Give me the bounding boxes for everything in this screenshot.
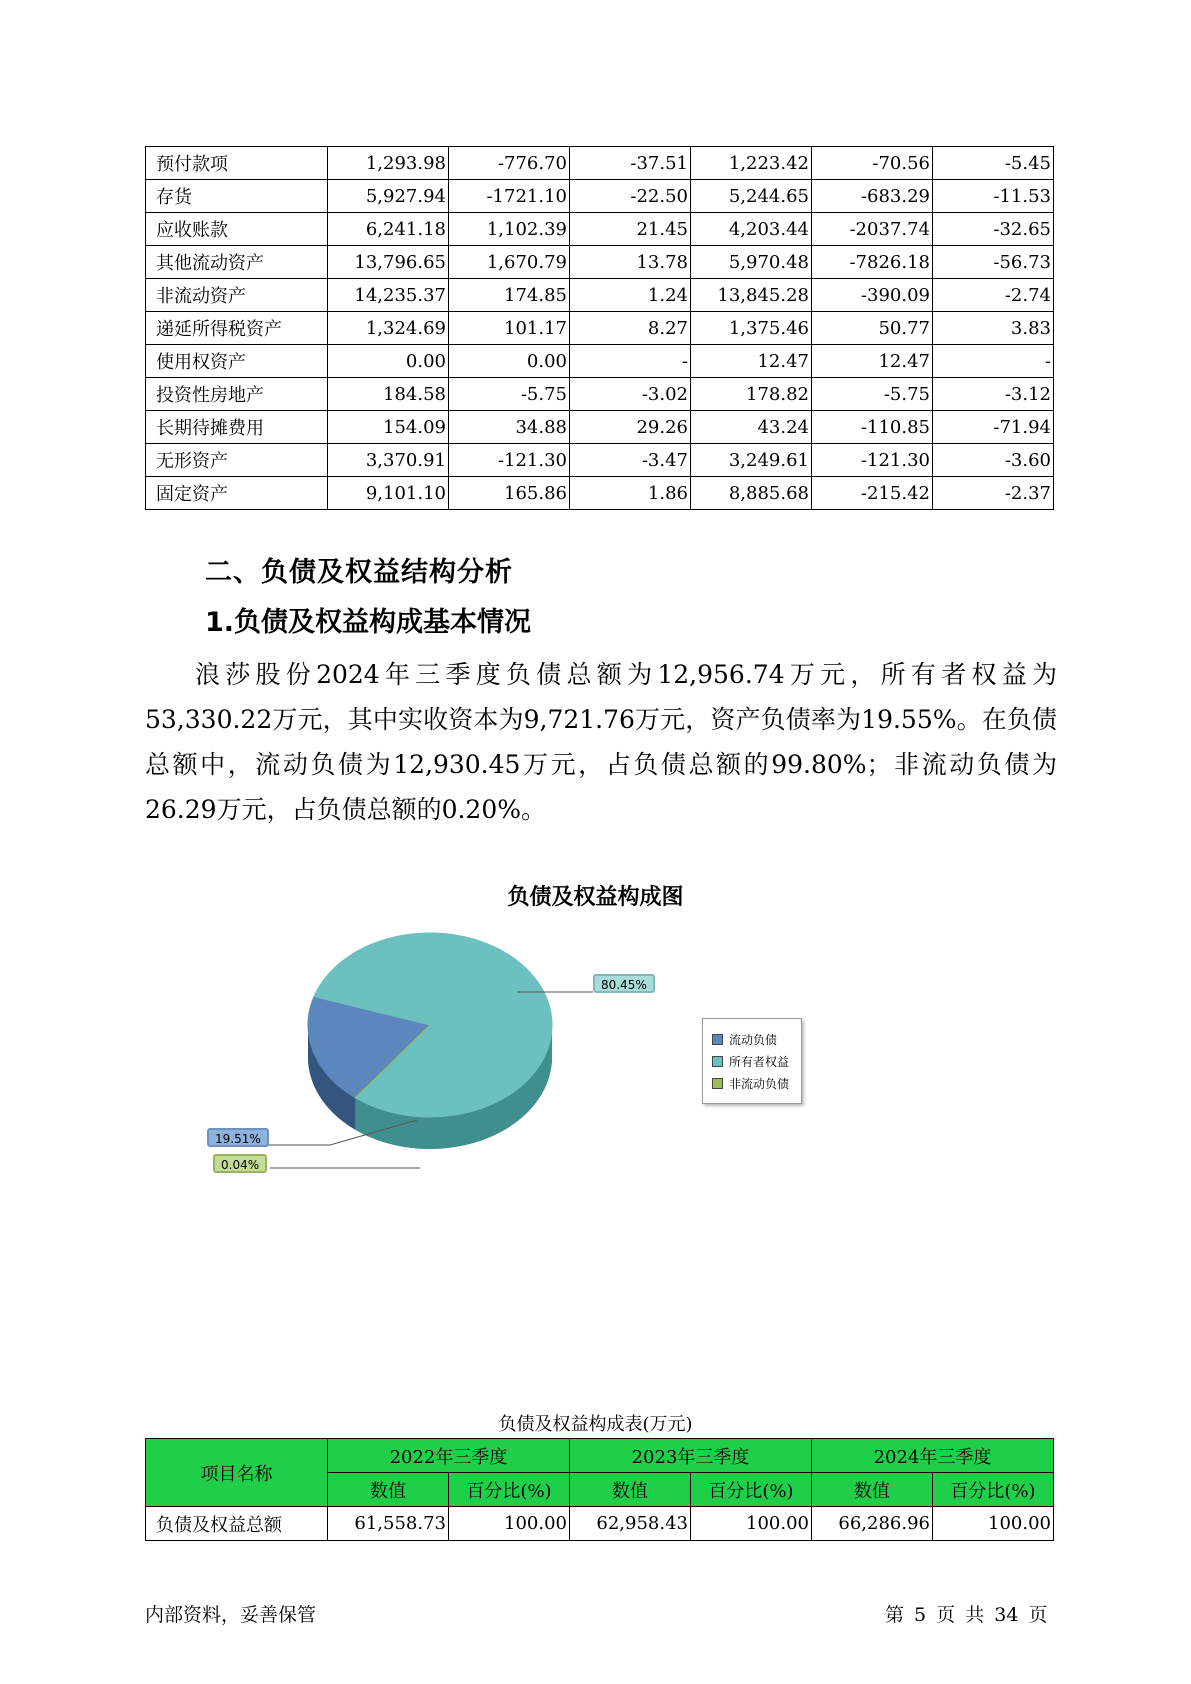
header-period: 2024年三季度 [812, 1439, 1054, 1473]
legend-label: 流动负债 [729, 1033, 778, 1047]
table-cell: -683.29 [812, 180, 933, 213]
table-cell: 178.82 [691, 378, 812, 411]
sub-heading: 1.负债及权益构成基本情况 [205, 607, 532, 638]
table-cell: -2037.74 [812, 213, 933, 246]
table-cell: 5,970.48 [691, 246, 812, 279]
table-cell: 8,885.68 [691, 477, 812, 510]
paragraph-text: 浪莎股份2024年三季度负债总额为12,956.74万元，所有者权益为53,330.22万元，其中实收资本为9,721.76万元，资产负债率为19.55%。在负债总额中，流动负债为12,930.45万元，占负债总额的99.80%；非流动负债为26.29万元，占负债总额的0.20%。 [145, 660, 1057, 824]
table-cell: 34.88 [449, 411, 570, 444]
data-label-current-liabilities: 19.51% [207, 1128, 269, 1147]
table-cell: 13,845.28 [691, 279, 812, 312]
row-label: 投资性房地产 [146, 378, 328, 411]
row-label: 存货 [146, 180, 328, 213]
table-cell: 1,670.79 [449, 246, 570, 279]
data-label-noncurrent-liabilities: 0.04% [213, 1154, 267, 1173]
header-percent: 百分比(%) [449, 1473, 570, 1507]
table-cell: 4,203.44 [691, 213, 812, 246]
table-cell: 50.77 [812, 312, 933, 345]
table-cell: -11.53 [933, 180, 1054, 213]
table-cell: -7826.18 [812, 246, 933, 279]
row-label: 递延所得税资产 [146, 312, 328, 345]
table-caption: 负债及权益构成表(万元) [498, 1414, 693, 1435]
table-cell: -3.02 [570, 378, 691, 411]
row-label: 非流动资产 [146, 279, 328, 312]
row-label: 长期待摊费用 [146, 411, 328, 444]
table-cell: -2.37 [933, 477, 1054, 510]
table-cell: 1.86 [570, 477, 691, 510]
table-cell: 174.85 [449, 279, 570, 312]
table-cell: 8.27 [570, 312, 691, 345]
table-cell: -390.09 [812, 279, 933, 312]
table-cell: 61,558.73 [328, 1507, 449, 1541]
row-label: 其他流动资产 [146, 246, 328, 279]
table-cell: 3,370.91 [328, 444, 449, 477]
table-cell: -32.65 [933, 213, 1054, 246]
legend-item [712, 1075, 789, 1092]
legend-swatch [712, 1034, 723, 1045]
header-item-name: 项目名称 [146, 1439, 328, 1507]
table-cell: 12.47 [812, 345, 933, 378]
legend-swatch [712, 1078, 723, 1089]
table-cell: -776.70 [449, 147, 570, 180]
table-cell: 101.17 [449, 312, 570, 345]
table-cell: 1,102.39 [449, 213, 570, 246]
table-cell: 9,101.10 [328, 477, 449, 510]
table-cell: -5.75 [449, 378, 570, 411]
table-cell: 66,286.96 [812, 1507, 933, 1541]
table-cell: 1,375.46 [691, 312, 812, 345]
table-cell: -70.56 [812, 147, 933, 180]
table-cell: - [570, 345, 691, 378]
header-value: 数值 [328, 1473, 449, 1507]
table-cell: 1,324.69 [328, 312, 449, 345]
row-label: 使用权资产 [146, 345, 328, 378]
table-cell: 0.00 [449, 345, 570, 378]
row-label: 应收账款 [146, 213, 328, 246]
table-cell: 3,249.61 [691, 444, 812, 477]
table-cell: -121.30 [812, 444, 933, 477]
table-row [146, 1507, 1054, 1541]
table-cell: -22.50 [570, 180, 691, 213]
legend-swatch [712, 1056, 723, 1067]
table-cell: 184.58 [328, 378, 449, 411]
footer-confidential: 内部资料，妥善保管 [145, 1604, 317, 1626]
header-value: 数值 [812, 1473, 933, 1507]
header-percent: 百分比(%) [933, 1473, 1054, 1507]
chart-title: 负债及权益构成图 [507, 885, 684, 910]
table-cell: 43.24 [691, 411, 812, 444]
footer-page-number: 第 5 页 共 34 页 [885, 1604, 1048, 1626]
table-cell: 1,223.42 [691, 147, 812, 180]
row-label: 预付款项 [146, 147, 328, 180]
table-cell: 100.00 [449, 1507, 570, 1541]
table-cell: 5,244.65 [691, 180, 812, 213]
table-cell: -71.94 [933, 411, 1054, 444]
table-cell: 100.00 [933, 1507, 1054, 1541]
chart-legend [702, 1018, 802, 1104]
row-label: 无形资产 [146, 444, 328, 477]
section-heading: 二、负债及权益结构分析 [205, 557, 513, 588]
table-cell: -2.74 [933, 279, 1054, 312]
table-cell: -3.60 [933, 444, 1054, 477]
table-cell: 1,293.98 [328, 147, 449, 180]
table-cell: 154.09 [328, 411, 449, 444]
table-cell: 62,958.43 [570, 1507, 691, 1541]
table-cell: 100.00 [691, 1507, 812, 1541]
row-label: 负债及权益总额 [146, 1507, 328, 1541]
table-cell: 13,796.65 [328, 246, 449, 279]
legend-label: 所有者权益 [729, 1055, 790, 1069]
row-label: 固定资产 [146, 477, 328, 510]
table-cell: 6,241.18 [328, 213, 449, 246]
header-period: 2022年三季度 [328, 1439, 570, 1473]
legend-item [712, 1031, 777, 1048]
header-period: 2023年三季度 [570, 1439, 812, 1473]
table-cell: -121.30 [449, 444, 570, 477]
table-cell: 14,235.37 [328, 279, 449, 312]
table-cell: 165.86 [449, 477, 570, 510]
table-cell: 21.45 [570, 213, 691, 246]
legend-item [712, 1053, 789, 1070]
table-cell: 12.47 [691, 345, 812, 378]
liability-equity-table [145, 1438, 1054, 1541]
table-cell: -3.12 [933, 378, 1054, 411]
table-cell: -215.42 [812, 477, 933, 510]
table-cell: -5.75 [812, 378, 933, 411]
table-cell: 0.00 [328, 345, 449, 378]
table-cell: -37.51 [570, 147, 691, 180]
table-cell: 29.26 [570, 411, 691, 444]
data-label-owner-equity: 80.45% [593, 974, 655, 993]
table-cell: 5,927.94 [328, 180, 449, 213]
table-cell: 13.78 [570, 246, 691, 279]
table-cell: 3.83 [933, 312, 1054, 345]
header-percent: 百分比(%) [691, 1473, 812, 1507]
table-cell: - [933, 345, 1054, 378]
table-cell: -3.47 [570, 444, 691, 477]
table-cell: -56.73 [933, 246, 1054, 279]
table-cell: -1721.10 [449, 180, 570, 213]
table-cell: 1.24 [570, 279, 691, 312]
table-cell: -110.85 [812, 411, 933, 444]
header-value: 数值 [570, 1473, 691, 1507]
table-cell: -5.45 [933, 147, 1054, 180]
legend-label: 非流动负债 [729, 1077, 790, 1091]
